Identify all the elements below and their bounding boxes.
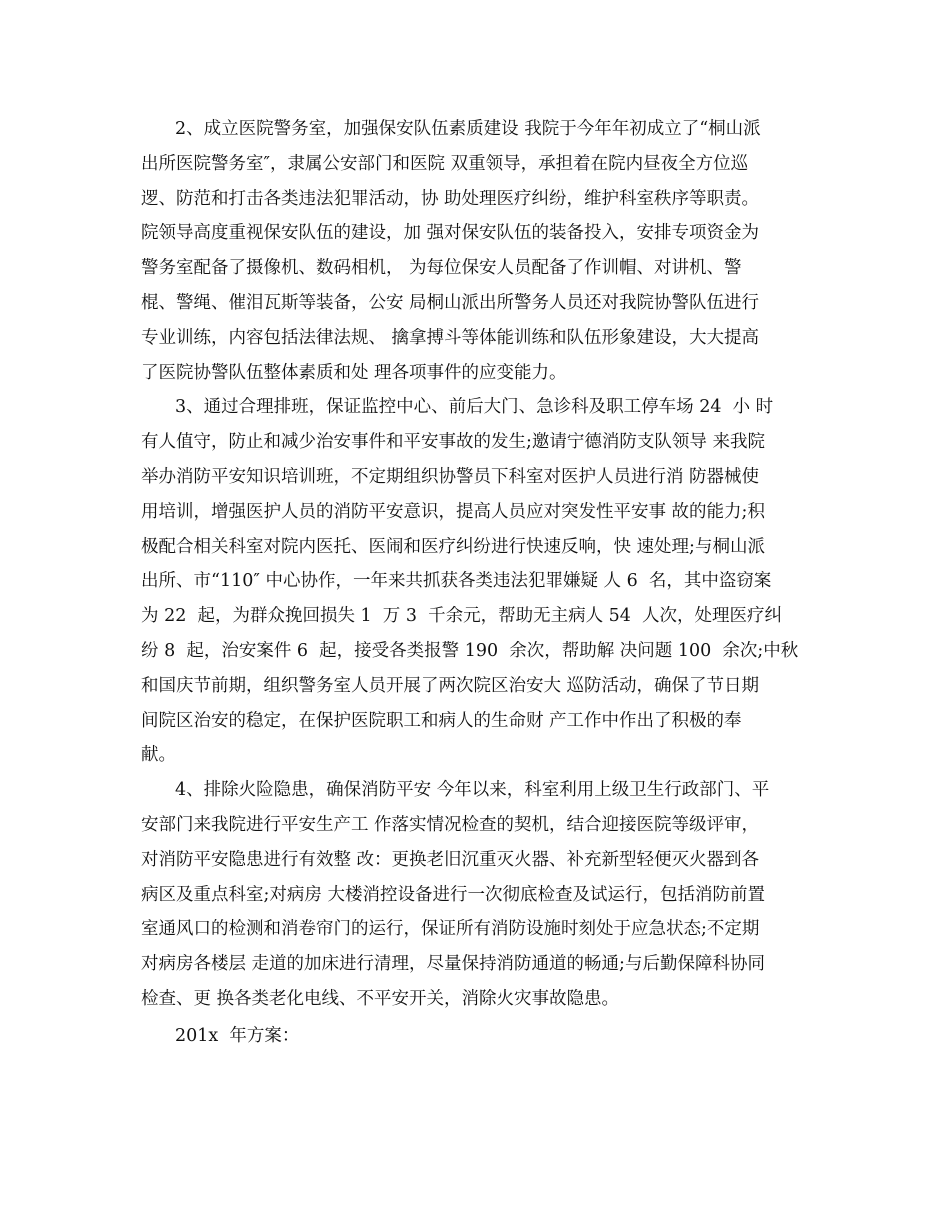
text-line: 极配合相关科室对院内医托、医闹和医疗纠纷进行快速反响，快 速处理;与桐山派 xyxy=(141,536,765,557)
paragraph-2 xyxy=(141,112,801,390)
text-line: 2、成立医院警务室，加强保安队伍素质建设 我院于今年年初成立了“桐山派 xyxy=(175,119,761,139)
text-line: 专业训练，内容包括法律法规、 擒拿搏斗等体能训练和队伍形象建设，大大提高 xyxy=(141,327,760,348)
text-line: 举办消防平安知识培训班，不定期组织协警员下科室对医护人员进行消 防器械使 xyxy=(141,466,760,487)
text-line: 检查、更 换各类老化电线、不平安开关，消除火灾事故隐患。 xyxy=(141,988,620,1009)
text-line: 出所医院警务室″，隶属公安部门和医院 双重领导，承担着在院内昼夜全方位巡 xyxy=(141,153,749,174)
text-line: 对消防平安隐患进行有效整 改：更换老旧沉重灭火器、补充新型轻便灭火器到各 xyxy=(141,849,760,870)
text-line: 间院区治安的稳定，在保护医院职工和病人的生命财 产工作中作出了积极的奉 xyxy=(141,710,742,731)
text-line: 警务室配备了摄像机、数码相机， 为每位保安人员配备了作训帽、对讲机、警 xyxy=(141,258,742,279)
paragraph-3 xyxy=(141,390,801,773)
text-line: 用培训，增强医护人员的消防平安意识，提高人员应对突发性平安事 故的能力;积 xyxy=(141,501,765,522)
text-line: 和国庆节前期，组织警务室人员开展了两次院区治安大 巡防活动，确保了节日期 xyxy=(141,675,760,696)
text-line: 逻、防范和打击各类违法犯罪活动，协 助处理医疗纠纷，维护科室秩序等职责。 xyxy=(141,188,760,209)
text-line: 纷 8 起，治安案件 6 起，接受各类报警 190 余次，帮助解 决问题 100 余次;中秋 xyxy=(141,640,799,661)
text-line: 院领导高度重视保安队伍的建设，加 强对保安队伍的装备投入，安排专项资金为 xyxy=(141,223,760,244)
text-line: 室通风口的检测和消卷帘门的运行，保证所有消防设施时刻处于应急状态;不定期 xyxy=(141,919,760,940)
text-line: 出所、市“110″ 中心协作，一年来共抓获各类违法犯罪嫌疑 人 6 名，其中盗窃案 xyxy=(141,571,772,592)
plan-heading: 201x 年方案： xyxy=(175,1025,300,1046)
text-line: 棍、警绳、催泪瓦斯等装备，公安 局桐山派出所警务人员还对我院协警队伍进行 xyxy=(141,292,760,313)
plan-heading-paragraph xyxy=(141,1019,801,1054)
text-line: 病区及重点科室;对病房 大楼消控设备进行一次彻底检查及试运行，包括消防前置 xyxy=(141,884,765,905)
text-line: 献。 xyxy=(141,745,176,766)
text-line: 4、排除火险隐患，确保消防平安 今年以来，科室利用上级卫生行政部门、平 xyxy=(175,780,770,801)
text-line: 对病房各楼层 走道的加床进行清理，尽量保持消防通道的畅通;与后勤保障科协同 xyxy=(141,954,765,975)
text-line: 安部门来我院进行平安生产工 作落实情况检查的契机，结合迎接医院等级评审， xyxy=(141,814,760,835)
text-line: 为 22 起，为群众挽回损失 1 万 3 千余元，帮助无主病人 54 人次，处理医疗纠 xyxy=(141,606,783,627)
text-line: 了医院协警队伍整体素质和处 理各项事件的应变能力。 xyxy=(141,362,567,383)
paragraph-4 xyxy=(141,773,801,1017)
document-body xyxy=(141,112,801,1054)
text-line: 有人值守，防止和减少治安事件和平安事故的发生;邀请宁德消防支队领导 来我院 xyxy=(141,432,765,453)
text-line: 3、通过合理排班，保证监控中心、前后大门、急诊科及职工停车场 24 小 时 xyxy=(175,397,774,418)
